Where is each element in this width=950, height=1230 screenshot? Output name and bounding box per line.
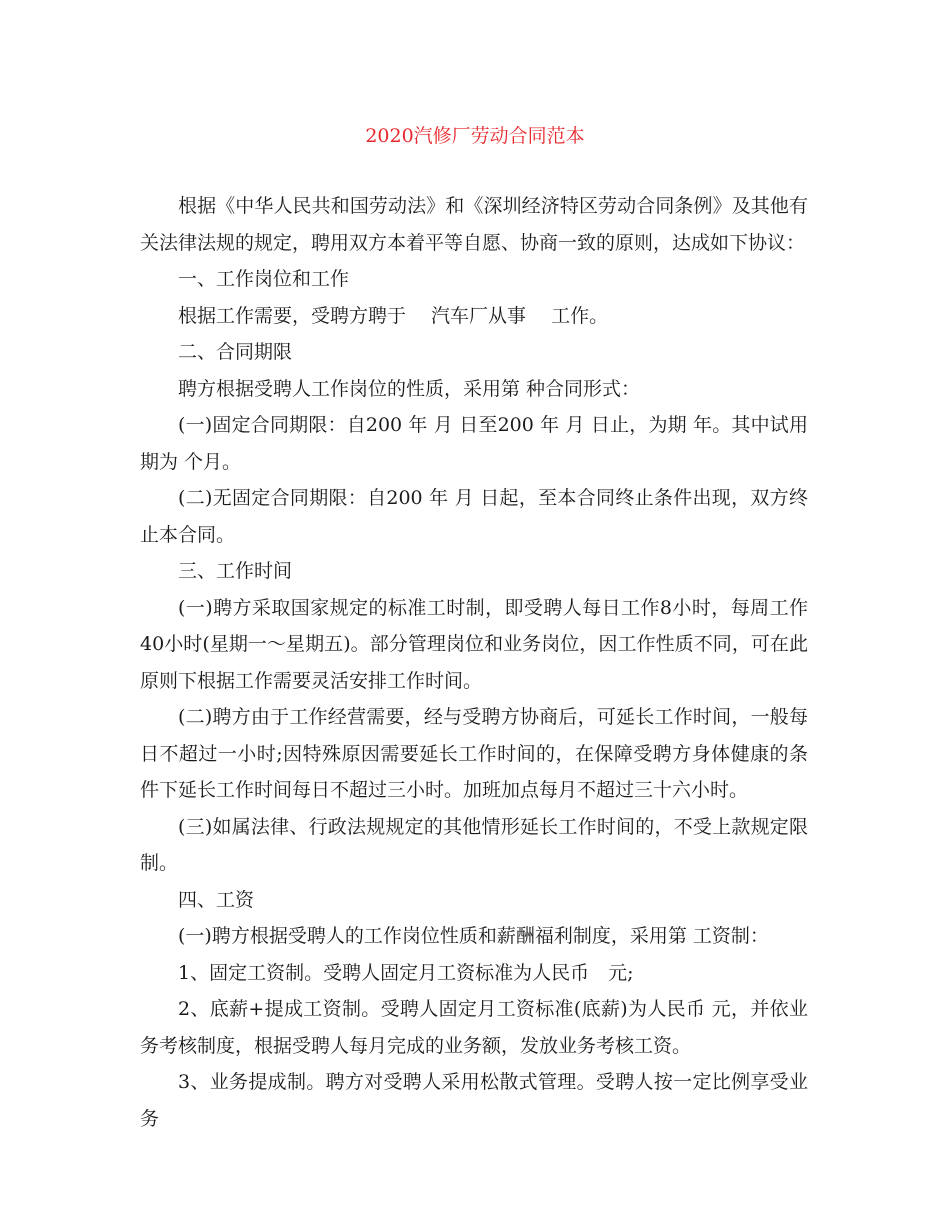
paragraph: (一)固定合同期限：自200 年 月 日至200 年 月 日止，为期 年。其中试用期为 个月。 (140, 414, 808, 473)
paragraph: 根据工作需要，受聘方聘于 汽车厂从事 工作。 (178, 304, 609, 327)
paragraph: (二)无固定合同期限：自200 年 月 日起，至本合同终止条件出现，双方终止本合同。 (140, 487, 808, 546)
section-heading-4: 四、工资 (178, 888, 255, 911)
paragraph: (一)聘方根据受聘人的工作岗位性质和薪酬福利制度，采用第 工资制： (178, 925, 769, 947)
paragraph: 3、业务提成制。聘方对受聘人采用松散式管理。受聘人按一定比例享受业务 (140, 1071, 808, 1130)
paragraph-preamble: 根据《中华人民共和国劳动法》和《深圳经济特区劳动合同条例》及其他有关法律法规的规定，聘用双方本着平等自愿、协商一致的原则，达成如下协议： (140, 195, 808, 254)
paragraph: (三)如属法律、行政法规规定的其他情形延长工作时间的，不受上款规定限制。 (140, 815, 808, 874)
paragraph: 1、固定工资制。受聘人固定月工资标准为人民币 元; (178, 961, 634, 984)
paragraph: 2、底薪+提成工资制。受聘人固定月工资标准(底薪)为人民币 元，并依业务考核制度，根据受聘人每月完成的业务额，发放业务考核工资。 (140, 998, 808, 1057)
document-title: 2020汽修厂劳动合同范本 (365, 125, 585, 147)
paragraph: (二)聘方由于工作经营需要，经与受聘方协商后，可延长工作时间，一般每日不超过一小时;因特殊原因需要延长工作时间的，在保障受聘方身体健康的条件下延长工作时间每日不超过三小时。加班加点每月不超过三十六小时。 (140, 706, 808, 801)
section-heading-3: 三、工作时间 (178, 560, 293, 582)
section-heading-1: 一、工作岗位和工作 (178, 268, 350, 290)
section-heading-2: 二、合同期限 (178, 341, 293, 363)
document-body (140, 188, 808, 1137)
paragraph: 聘方根据受聘人工作岗位的性质，采用第 种合同形式： (178, 377, 641, 400)
paragraph: (一)聘方采取国家规定的标准工时制，即受聘人每日工作8小时，每周工作40小时(星期一～星期五)。部分管理岗位和业务岗位，因工作性质不同，可在此原则下根据工作需要灵活安排工作时间。 (140, 596, 808, 692)
